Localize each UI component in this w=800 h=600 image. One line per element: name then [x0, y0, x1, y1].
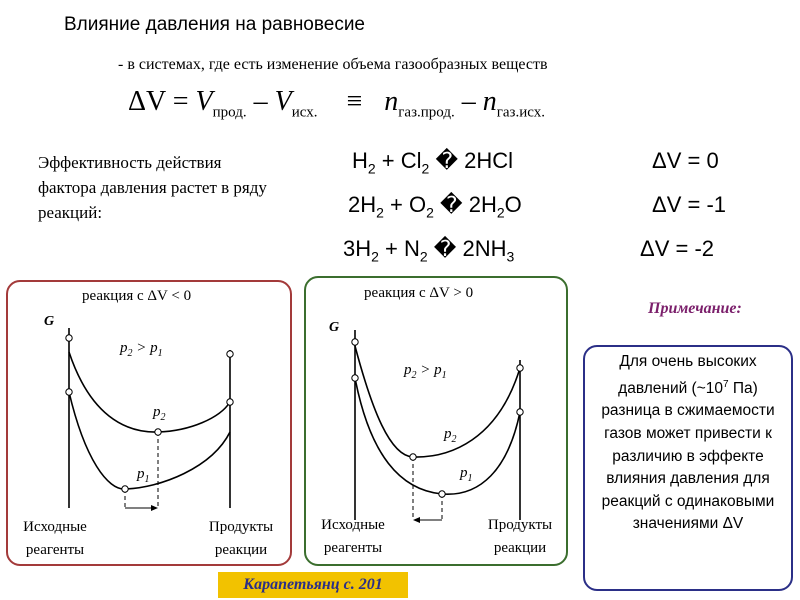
dm-p1-s: 1: [467, 473, 473, 484]
reference-badge: Карапетьянц с. 201: [218, 572, 408, 598]
diagram-mid-title: реакция с ΔV > 0: [364, 285, 474, 301]
dm-p2-s: 2: [451, 434, 457, 445]
r2-a: 2H: [348, 192, 377, 217]
formula-minus: –: [246, 86, 275, 117]
note-label: Примечание:: [648, 300, 742, 317]
diagram-left-products-label: Продукты реакции: [208, 519, 274, 558]
mid-point-4: [517, 409, 523, 415]
r1-arrow: �: [429, 148, 465, 173]
formula-v-prod: V: [195, 86, 213, 117]
dm-prel-gt: >: [416, 362, 435, 378]
formula-minus-2: –: [454, 86, 483, 117]
reaction-h2o-dv: ΔV = -1: [652, 192, 727, 217]
dl-prel-p2: p: [150, 340, 158, 356]
mid-point-3: [517, 365, 523, 371]
reaction-hcl-dv: ΔV = 0: [652, 148, 719, 173]
note-text: [590, 351, 786, 536]
diagram-left-g-axis: G: [44, 314, 55, 329]
r2-b: + O: [383, 192, 427, 217]
slide-subtitle: - в системах, где есть изменение объема газообразных веществ: [118, 56, 548, 73]
dm-p1-p: p: [460, 465, 468, 481]
r1-a-sub: 2: [367, 160, 376, 177]
r1-b: + Cl: [375, 148, 422, 173]
r3-arrow: �: [427, 236, 463, 261]
mid-point-2: [352, 375, 358, 381]
r3-a-sub: 2: [371, 248, 379, 265]
formula-n-iskh: n: [482, 86, 497, 117]
formula-sub-prod: прод.: [212, 104, 247, 121]
diagram-left-title: реакция с ΔV < 0: [82, 288, 192, 304]
slide-title: Влияние давления на равновесие: [64, 14, 366, 35]
diagram-left-reactants-label: Исходные реагенты: [23, 519, 87, 558]
dl-prel-s1: 1: [157, 348, 163, 359]
dl-p2-s: 2: [160, 412, 166, 423]
formula-equals: =: [165, 86, 196, 117]
effectiveness-text: Эффективность действия фактора давления растет в ряду реакций:: [38, 153, 267, 222]
r2-b-sub: 2: [426, 204, 434, 221]
dl-p1-s: 1: [144, 474, 150, 485]
mid-point-min-p1: [439, 491, 445, 497]
dl-prel-s2: 2: [127, 348, 133, 359]
note-text-after: Па) разница в сжимаемости газов может привести к различию в эффекте влияния давления для реакций с одинаковыми значениями ΔV: [601, 379, 775, 533]
mid-point-1: [352, 339, 358, 345]
r3-c: 2NH: [462, 236, 507, 261]
dl-prel-gt: >: [132, 340, 151, 356]
formula-equiv: ≡: [346, 86, 363, 117]
r1-b-sub: 2: [421, 160, 430, 177]
formula-sub-iskh: исх.: [291, 104, 318, 121]
dl-prel-p: p: [120, 340, 128, 356]
dm-prel-p: p: [404, 362, 412, 378]
reaction-nh3-dv: ΔV = -2: [640, 236, 715, 261]
diagram-mid-g-axis: G: [329, 320, 340, 335]
r2-arrow: �: [433, 192, 469, 217]
mid-shift-arrowhead: [413, 517, 420, 523]
mid-point-min-p2: [410, 454, 416, 460]
formula-sub-gaz-iskh: газ.исх.: [496, 104, 545, 121]
diagram-mid-p1-label: [460, 465, 473, 484]
dl-p1-p: p: [137, 466, 145, 482]
mid-curve-p1: [355, 378, 520, 494]
dm-prel-s1: 1: [441, 370, 447, 381]
r3-b: + N: [378, 236, 420, 261]
diagram-mid-reactants-label: Исходные реагенты: [321, 517, 385, 556]
r2-c: 2H: [468, 192, 497, 217]
diagram-mid-products-label: Продукты реакции: [487, 517, 553, 556]
r2-c2: O: [504, 192, 522, 217]
formula-sub-gaz-prod: газ.прод.: [398, 104, 455, 121]
dm-p2-p: p: [444, 426, 452, 442]
r3-b-sub: 2: [419, 248, 428, 265]
r2-c-sub: 2: [496, 204, 505, 221]
dl-p2-p: p: [153, 404, 161, 420]
r1-a: H: [352, 148, 368, 173]
formula-n-prod: n: [384, 86, 399, 117]
r2-a-sub: 2: [376, 204, 384, 221]
diagram-mid-p2-label: [444, 426, 457, 445]
r1-c: 2HCl: [464, 148, 514, 173]
note-text-exponent: 7: [723, 378, 729, 390]
r3-c-sub: 3: [506, 248, 515, 265]
note-text-before: Для очень высоких давлений (~10: [618, 353, 757, 397]
dm-prel-s2: 2: [411, 370, 417, 381]
r3-a: 3H: [343, 236, 372, 261]
dm-prel-p2: p: [434, 362, 442, 378]
diagram-mid-p-relation: [404, 362, 447, 381]
formula-delta-v: ΔV: [128, 86, 166, 117]
formula-v-iskh: V: [274, 86, 292, 117]
